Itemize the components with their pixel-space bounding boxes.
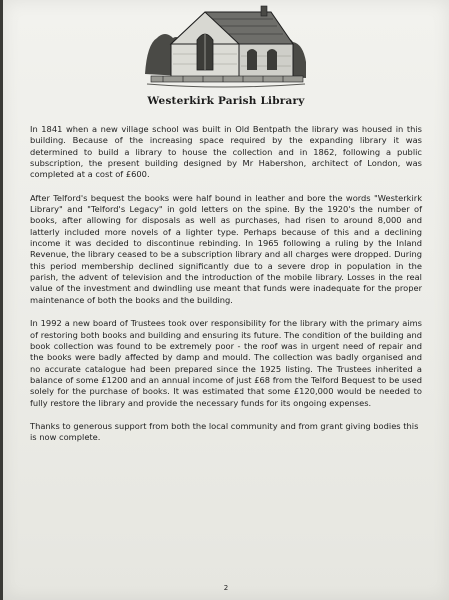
document-title: Westerkirk Parish Library bbox=[147, 95, 305, 107]
document-page bbox=[3, 0, 449, 600]
page-number: 2 bbox=[223, 584, 229, 592]
library-building-sketch-icon bbox=[143, 4, 308, 92]
paragraph-telford-bequest: After Telford's bequest the books were half bound in leather and bore the words "Westerkirk Library" and "Telford's Legacy" in gold letters on the spine. By the 1920's the number of books, after allowing for disposals as well as purchases, had risen to around 8,000 and latterly included more novels of a lighter type. Perhaps because of this and a declining income it was decided to discontinue rebinding. In 1965 following a ruling by the Inland Revenue, the library ceased to be a subscription library and all charges were dropped. During this period membership declined significantly due to a severe drop in population in the parish, the advent of television and the introduction of the mobile library. Losses in the real value of the investment and dwindling use meant that funds were inadequate for the proper maintenance of both the books and the building. bbox=[30, 192, 422, 305]
paragraph-history: In 1841 when a new village school was built in Old Bentpath the library was housed in this building. Because of the increasing space required by the expanding library it was determined to build a library to house the collection and in 1862, following a public subscription, the present building designed by Mr Habershon, architect of London, was completed at a cost of £600. bbox=[30, 124, 422, 180]
document-body bbox=[30, 124, 422, 456]
paragraph-thanks: Thanks to generous support from both the local community and from grant giving bodies this is now complete. bbox=[30, 420, 419, 443]
paragraph-trustees: In 1992 a new board of Trustees took over responsibility for the library with the primary aims of restoring both books and building and ensuring its future. The condition of the building and book collection was found to be extremely poor - the roof was in urgent need of repair and the books were badly affected by damp and mould. The collection was badly organised and no accurate catalogue had been prepared since the 1925 listing. The Trustees inherited a balance of some £1200 and an annual income of just £68 from the Telford Bequest to be used solely for the purchase of books. It was estimated that some £120,000 would be needed to fully restore the library and provide the necessary funds for its ongoing expenses. bbox=[30, 318, 422, 408]
